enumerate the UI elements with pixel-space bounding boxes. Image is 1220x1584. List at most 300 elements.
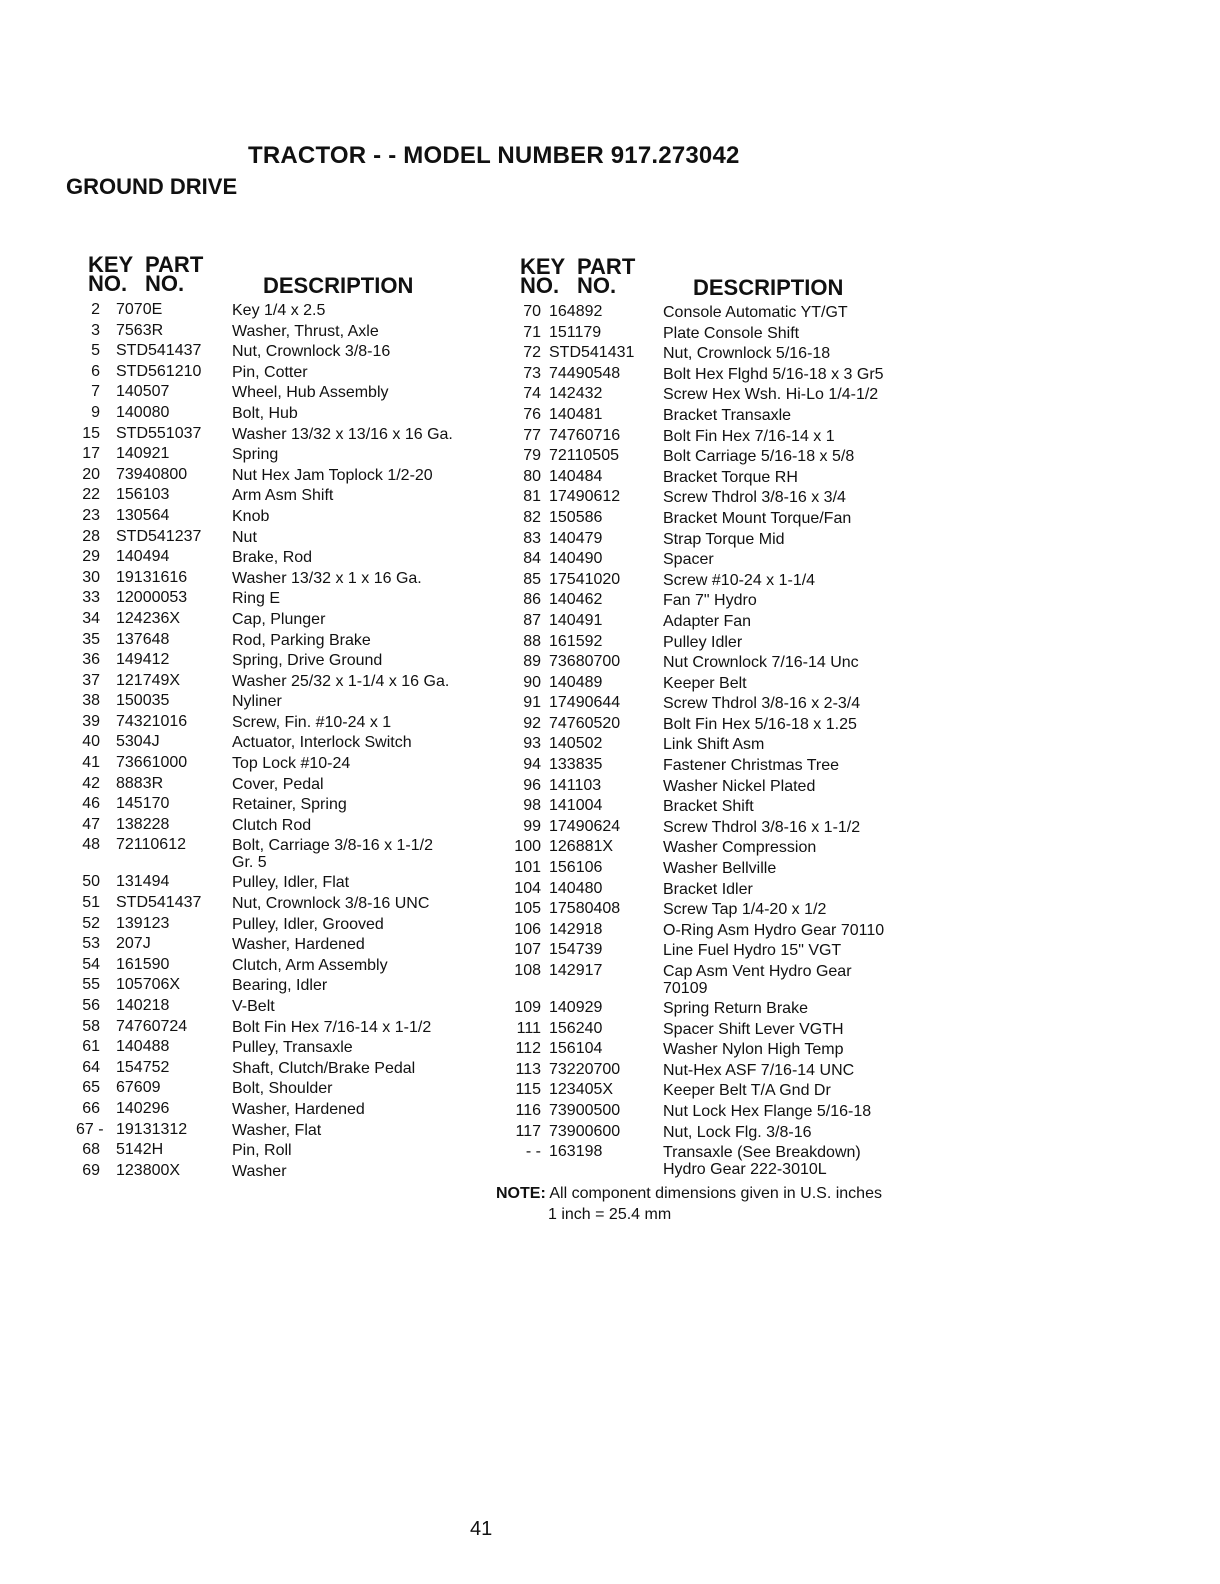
part-description: Nut Crownlock 7/16-14 Unc xyxy=(663,654,859,672)
part-row xyxy=(505,998,925,1019)
part-row xyxy=(76,835,496,872)
part-description: Bracket Shift xyxy=(663,798,754,816)
key-number: 5 xyxy=(91,342,100,360)
part-number: 163198 xyxy=(549,1143,603,1161)
part-number: 131494 xyxy=(116,873,170,891)
part-row xyxy=(76,1140,496,1161)
key-number: 92 xyxy=(523,714,541,732)
part-number: 141004 xyxy=(549,797,603,815)
part-description: Nut Hex Jam Toplock 1/2-20 xyxy=(232,466,433,484)
part-number: 140929 xyxy=(549,999,603,1016)
key-number: 58 xyxy=(82,1017,100,1035)
part-row xyxy=(76,712,496,733)
key-number: 90 xyxy=(523,673,541,691)
part-row xyxy=(505,1122,925,1143)
key-number: 68 xyxy=(82,1141,100,1159)
part-description: Screw, Fin. #10-24 x 1 xyxy=(232,713,392,731)
part-row xyxy=(76,872,496,893)
part-description: Bracket Mount Torque/Fan xyxy=(663,509,852,527)
key-number: 85 xyxy=(523,570,541,588)
part-description: Washer, Hardened xyxy=(232,936,365,954)
key-number: 15 xyxy=(82,424,100,442)
part-description: Pin, Cotter xyxy=(232,363,308,381)
part-row xyxy=(76,403,496,424)
part-description: Nut, Crownlock 5/16-18 xyxy=(663,345,831,363)
key-number: 96 xyxy=(523,776,541,794)
part-row xyxy=(76,774,496,795)
part-number: 141103 xyxy=(549,776,602,794)
part-number: 140507 xyxy=(116,383,170,401)
part-number: 17490644 xyxy=(549,694,621,712)
part-row xyxy=(505,323,925,344)
part-row xyxy=(76,815,496,836)
part-description: Line Fuel Hydro 15" VGT xyxy=(663,942,842,960)
part-number: 164892 xyxy=(549,303,603,320)
key-number: 74 xyxy=(523,385,541,403)
part-row xyxy=(505,858,925,879)
key-number: 20 xyxy=(82,465,100,483)
note xyxy=(496,1183,882,1225)
part-number: 140489 xyxy=(549,673,603,691)
part-number: 74321016 xyxy=(116,712,188,730)
key-number: 54 xyxy=(82,955,100,973)
left-description-header: DESCRIPTION xyxy=(263,273,414,298)
key-number: 86 xyxy=(523,591,541,609)
key-number: 89 xyxy=(523,653,541,671)
key-number: 29 xyxy=(82,548,100,566)
part-description: Washer, Hardened xyxy=(232,1100,365,1118)
key-number: 109 xyxy=(514,999,541,1016)
key-number: 48 xyxy=(82,836,100,854)
part-description: Nut-Hex ASF 7/16-14 UNC xyxy=(663,1061,855,1079)
part-description: Cover, Pedal xyxy=(232,775,324,793)
key-number: 36 xyxy=(82,651,100,669)
part-row xyxy=(76,609,496,630)
key-number: 46 xyxy=(82,795,100,813)
part-number: 123800X xyxy=(116,1161,181,1179)
key-number: 93 xyxy=(523,735,541,753)
part-row xyxy=(76,975,496,996)
page-number: 41 xyxy=(470,1518,493,1540)
part-row xyxy=(76,588,496,609)
part-number: STD561210 xyxy=(116,362,202,380)
key-number: 116 xyxy=(515,1101,541,1119)
part-number: 207J xyxy=(116,935,151,953)
part-description: Knob xyxy=(232,507,270,525)
part-row xyxy=(76,568,496,589)
part-description: Screw Thdrol 3/8-16 x 1-1/2 xyxy=(663,818,861,836)
part-description: Cap, Plunger xyxy=(232,610,326,628)
key-number: 47 xyxy=(82,815,100,833)
part-description: Bolt, Shoulder xyxy=(232,1080,333,1098)
right-key-header-bottom: NO. xyxy=(520,273,560,298)
part-description: Screw #10-24 x 1-1/4 xyxy=(663,571,816,589)
right-key-header-top: KEY xyxy=(520,254,566,279)
key-number: 73 xyxy=(523,364,541,382)
part-row xyxy=(76,382,496,403)
part-row xyxy=(76,1120,496,1141)
part-number: 156103 xyxy=(116,486,170,504)
part-number: 156104 xyxy=(549,1040,603,1058)
part-row xyxy=(76,1078,496,1099)
part-row xyxy=(505,734,925,755)
part-row xyxy=(76,506,496,527)
key-number: 71 xyxy=(523,323,541,341)
part-row xyxy=(505,1019,925,1040)
part-description: Spring xyxy=(232,446,279,464)
part-number: 154739 xyxy=(549,941,603,959)
part-row xyxy=(505,1060,925,1081)
part-number: 156106 xyxy=(549,859,603,877)
part-row xyxy=(505,879,925,900)
part-number: 74760520 xyxy=(549,714,621,732)
part-description: Washer, Thrust, Axle xyxy=(232,322,379,340)
part-row xyxy=(505,529,925,550)
part-number: 17541020 xyxy=(549,570,621,588)
key-number: 66 xyxy=(82,1099,100,1117)
part-description: Key 1/4 x 2.5 xyxy=(232,302,326,319)
part-row xyxy=(505,714,925,735)
part-number: 145170 xyxy=(116,795,170,813)
part-row xyxy=(76,300,496,321)
part-description: Fan 7" Hydro xyxy=(663,592,757,610)
part-row xyxy=(76,753,496,774)
part-description: Spacer Shift Lever VGTH xyxy=(663,1020,844,1038)
part-description: Washer 25/32 x 1-1/4 x 16 Ga. xyxy=(232,672,450,690)
key-number: 87 xyxy=(523,611,541,629)
part-row xyxy=(76,1037,496,1058)
part-row xyxy=(505,426,925,447)
key-number: 64 xyxy=(82,1058,100,1076)
part-description: Plate Console Shift xyxy=(663,324,800,342)
part-number: STD541237 xyxy=(116,527,202,545)
part-description: Cap Asm Vent Hydro Gear 70109 xyxy=(663,963,852,997)
key-number: 80 xyxy=(523,467,541,485)
part-description: V-Belt xyxy=(232,998,275,1015)
left-part-header-bottom: NO. xyxy=(145,271,185,296)
part-description: Brake, Rod xyxy=(232,549,313,567)
part-number: STD541431 xyxy=(549,344,635,362)
part-description: Actuator, Interlock Switch xyxy=(232,734,412,752)
key-number: 108 xyxy=(514,962,541,979)
part-row xyxy=(505,508,925,529)
key-number: 30 xyxy=(82,568,100,586)
key-number: 38 xyxy=(82,692,100,710)
key-number: 7 xyxy=(91,383,100,401)
part-row xyxy=(505,940,925,961)
part-number: 140494 xyxy=(116,548,170,566)
part-number: 139123 xyxy=(116,914,170,932)
part-description: Pulley Idler xyxy=(663,633,743,651)
part-number: 140921 xyxy=(116,445,170,463)
part-number: 17490624 xyxy=(549,817,621,835)
part-description: Bracket Transaxle xyxy=(663,406,792,424)
key-number: 91 xyxy=(523,694,541,712)
key-number: 72 xyxy=(523,344,541,362)
part-number: 140296 xyxy=(116,1099,170,1117)
part-number: 150035 xyxy=(116,692,170,710)
part-description: Keeper Belt T/A Gnd Dr xyxy=(663,1082,831,1100)
part-row xyxy=(505,590,925,611)
part-description: Bolt Fin Hex 7/16-14 x 1 xyxy=(663,427,835,445)
key-number: 42 xyxy=(82,774,100,792)
key-number: 77 xyxy=(523,426,541,444)
part-number: 12000053 xyxy=(116,589,188,607)
key-number: 112 xyxy=(515,1040,541,1058)
part-description: Washer xyxy=(232,1162,287,1180)
part-description: Bearing, Idler xyxy=(232,977,328,995)
part-description: Wheel, Hub Assembly xyxy=(232,384,389,402)
right-parts-list xyxy=(505,302,925,1179)
part-row xyxy=(505,776,925,797)
key-number: 99 xyxy=(523,817,541,835)
key-number: 28 xyxy=(82,527,100,545)
part-number: 7070E xyxy=(116,301,163,318)
key-number: 88 xyxy=(523,632,541,650)
part-number: 142917 xyxy=(549,962,603,979)
part-row xyxy=(76,1058,496,1079)
key-number: 107 xyxy=(514,941,541,959)
part-number: 137648 xyxy=(116,630,170,648)
part-description: O-Ring Asm Hydro Gear 70110 xyxy=(663,921,885,939)
part-row xyxy=(76,732,496,753)
part-row xyxy=(505,632,925,653)
part-number: 121749X xyxy=(116,671,181,689)
key-number: 69 xyxy=(82,1161,100,1179)
key-number: 34 xyxy=(82,609,100,627)
part-number: 7563R xyxy=(116,321,164,339)
part-description: Bolt, Hub xyxy=(232,404,298,422)
key-number: 35 xyxy=(82,630,100,648)
part-description: Bolt, Carriage 3/8-16 x 1-1/2 Gr. 5 xyxy=(232,837,433,872)
note-label: NOTE: xyxy=(496,1185,546,1202)
part-row xyxy=(76,955,496,976)
part-row xyxy=(505,796,925,817)
part-number: 5304J xyxy=(116,733,160,751)
key-number: 84 xyxy=(523,550,541,568)
part-description: Rod, Parking Brake xyxy=(232,631,371,649)
part-description: Pulley, Idler, Flat xyxy=(232,874,350,892)
part-number: 140491 xyxy=(549,611,603,629)
part-description: Screw Tap 1/4-20 x 1/2 xyxy=(663,901,827,919)
key-number: 79 xyxy=(523,447,541,465)
part-row xyxy=(76,1017,496,1038)
part-description: Screw Thdrol 3/8-16 x 3/4 xyxy=(663,489,846,507)
part-description: Nut, Crownlock 3/8-16 xyxy=(232,343,391,361)
part-description: Washer 13/32 x 1 x 16 Ga. xyxy=(232,569,422,587)
part-row xyxy=(505,302,925,323)
key-number: 51 xyxy=(82,894,100,912)
key-number: 115 xyxy=(515,1081,541,1099)
part-description: Washer Compression xyxy=(663,839,817,857)
left-parts-list xyxy=(76,300,496,1181)
key-number: 22 xyxy=(82,486,100,504)
part-description: Screw Thdrol 3/8-16 x 2-3/4 xyxy=(663,695,861,713)
part-description: Nyliner xyxy=(232,693,282,711)
key-number: 40 xyxy=(82,733,100,751)
part-description: Nut xyxy=(232,528,257,546)
part-description: Bolt Fin Hex 7/16-14 x 1-1/2 xyxy=(232,1018,432,1036)
page-title: TRACTOR - - MODEL NUMBER 917.273042 xyxy=(248,142,740,169)
part-number: 73680700 xyxy=(549,653,621,671)
part-number: 140502 xyxy=(549,735,603,753)
key-number: 61 xyxy=(82,1038,100,1056)
key-number: 52 xyxy=(82,914,100,932)
part-number: 156240 xyxy=(549,1019,603,1037)
part-number: 130564 xyxy=(116,506,170,524)
part-row xyxy=(76,362,496,383)
part-row xyxy=(505,611,925,632)
note-text: All component dimensions given in U.S. inches xyxy=(549,1185,882,1202)
part-row xyxy=(505,693,925,714)
part-number: 140462 xyxy=(549,591,603,609)
key-number: 100 xyxy=(514,838,541,856)
part-row xyxy=(505,549,925,570)
part-description: Pulley, Transaxle xyxy=(232,1039,353,1057)
left-key-header-top: KEY xyxy=(88,252,134,277)
left-part-header-top: PART xyxy=(145,252,204,277)
part-number: 140488 xyxy=(116,1038,170,1056)
part-row xyxy=(505,899,925,920)
key-number: 37 xyxy=(82,671,100,689)
part-description: Ring E xyxy=(232,590,281,608)
part-row xyxy=(76,527,496,548)
part-row xyxy=(76,465,496,486)
key-number: 6 xyxy=(91,362,100,380)
part-row xyxy=(505,920,925,941)
part-number: 74760724 xyxy=(116,1017,188,1035)
part-description: Washer Nylon High Temp xyxy=(663,1041,844,1059)
part-row xyxy=(505,961,925,998)
key-number: 53 xyxy=(82,935,100,953)
key-number: 55 xyxy=(82,976,100,994)
part-description: Washer 13/32 x 13/16 x 16 Ga. xyxy=(232,425,453,443)
part-number: 154752 xyxy=(116,1058,170,1076)
part-row xyxy=(76,547,496,568)
key-number: 81 xyxy=(523,488,541,506)
part-description: Pin, Roll xyxy=(232,1142,292,1160)
part-number: 138228 xyxy=(116,815,170,833)
right-part-header-bottom: NO. xyxy=(577,273,617,298)
part-description: Retainer, Spring xyxy=(232,796,347,814)
key-number: 9 xyxy=(91,403,100,421)
part-description: Bolt Hex Flghd 5/16-18 x 3 Gr5 xyxy=(663,365,884,383)
key-number: 106 xyxy=(514,920,541,938)
key-number: 56 xyxy=(82,997,100,1014)
part-description: Nut Lock Hex Flange 5/16-18 xyxy=(663,1102,872,1120)
part-row xyxy=(505,1142,925,1179)
part-number: 74490548 xyxy=(549,364,621,382)
part-number: 149412 xyxy=(116,651,170,669)
part-number: 123405X xyxy=(549,1081,614,1099)
part-row xyxy=(76,996,496,1017)
part-number: 5142H xyxy=(116,1141,164,1159)
left-key-header-bottom: NO. xyxy=(88,271,128,296)
part-row xyxy=(76,934,496,955)
part-description: Arm Asm Shift xyxy=(232,487,334,505)
part-row xyxy=(505,364,925,385)
part-row xyxy=(505,1039,925,1060)
part-number: 140484 xyxy=(549,467,603,485)
key-number: 113 xyxy=(515,1060,541,1078)
part-description: Washer Bellville xyxy=(663,860,777,878)
part-description: Transaxle (See Breakdown) Hydro Gear 222-3010L xyxy=(663,1144,861,1179)
part-row xyxy=(76,1161,496,1182)
part-description: Spring, Drive Ground xyxy=(232,652,383,670)
part-row xyxy=(76,444,496,465)
part-row xyxy=(505,405,925,426)
part-description: Nut, Crownlock 3/8-16 UNC xyxy=(232,895,430,913)
part-number: STD551037 xyxy=(116,424,202,442)
key-number: 50 xyxy=(82,873,100,891)
part-number: 124236X xyxy=(116,609,181,627)
part-description: Strap Torque Mid xyxy=(663,530,785,548)
right-description-header: DESCRIPTION xyxy=(693,275,844,300)
part-number: 151179 xyxy=(549,323,602,341)
part-row xyxy=(76,671,496,692)
part-row xyxy=(76,424,496,445)
key-number: 23 xyxy=(82,506,100,524)
key-number: 70 xyxy=(523,303,541,320)
part-number: 73220700 xyxy=(549,1060,621,1078)
part-row xyxy=(505,343,925,364)
part-number: 105706X xyxy=(116,976,181,994)
part-description: Spacer xyxy=(663,551,714,569)
key-number: 94 xyxy=(523,756,541,774)
part-description: Washer, Flat xyxy=(232,1121,322,1139)
key-number: 33 xyxy=(82,589,100,607)
part-row xyxy=(505,837,925,858)
part-description: Washer Nickel Plated xyxy=(663,777,816,795)
part-number: 19131616 xyxy=(116,568,188,586)
part-description: Link Shift Asm xyxy=(663,736,765,754)
part-number: 150586 xyxy=(549,508,603,526)
part-row xyxy=(76,794,496,815)
key-number: 98 xyxy=(523,797,541,815)
part-description: Clutch Rod xyxy=(232,816,312,834)
key-number: 2 xyxy=(91,301,100,318)
part-number: 73900500 xyxy=(549,1101,621,1119)
part-number: 140080 xyxy=(116,403,170,421)
part-number: 161592 xyxy=(549,632,603,650)
part-number: 161590 xyxy=(116,955,170,973)
key-number: 105 xyxy=(514,900,541,918)
key-number: 82 xyxy=(523,508,541,526)
part-row xyxy=(505,384,925,405)
part-row xyxy=(76,485,496,506)
part-number: 17490612 xyxy=(549,488,621,506)
part-description: Bolt Fin Hex 5/16-18 x 1.25 xyxy=(663,715,857,733)
part-description: Top Lock #10-24 xyxy=(232,755,351,773)
part-number: 73900600 xyxy=(549,1122,621,1140)
part-row xyxy=(505,467,925,488)
part-row xyxy=(505,652,925,673)
key-number: 39 xyxy=(82,712,100,730)
key-number: 41 xyxy=(82,754,100,772)
part-row xyxy=(76,1099,496,1120)
part-number: 140490 xyxy=(549,550,603,568)
part-row xyxy=(505,570,925,591)
key-number: 117 xyxy=(515,1122,541,1140)
part-description: Bracket Torque RH xyxy=(663,468,798,486)
part-row xyxy=(505,487,925,508)
key-number: - - xyxy=(525,1143,541,1161)
key-number: 111 xyxy=(516,1019,541,1037)
part-number: 8883R xyxy=(116,774,164,792)
key-number: 104 xyxy=(514,879,541,897)
key-number: 101 xyxy=(514,859,541,877)
section-title: GROUND DRIVE xyxy=(66,174,238,199)
